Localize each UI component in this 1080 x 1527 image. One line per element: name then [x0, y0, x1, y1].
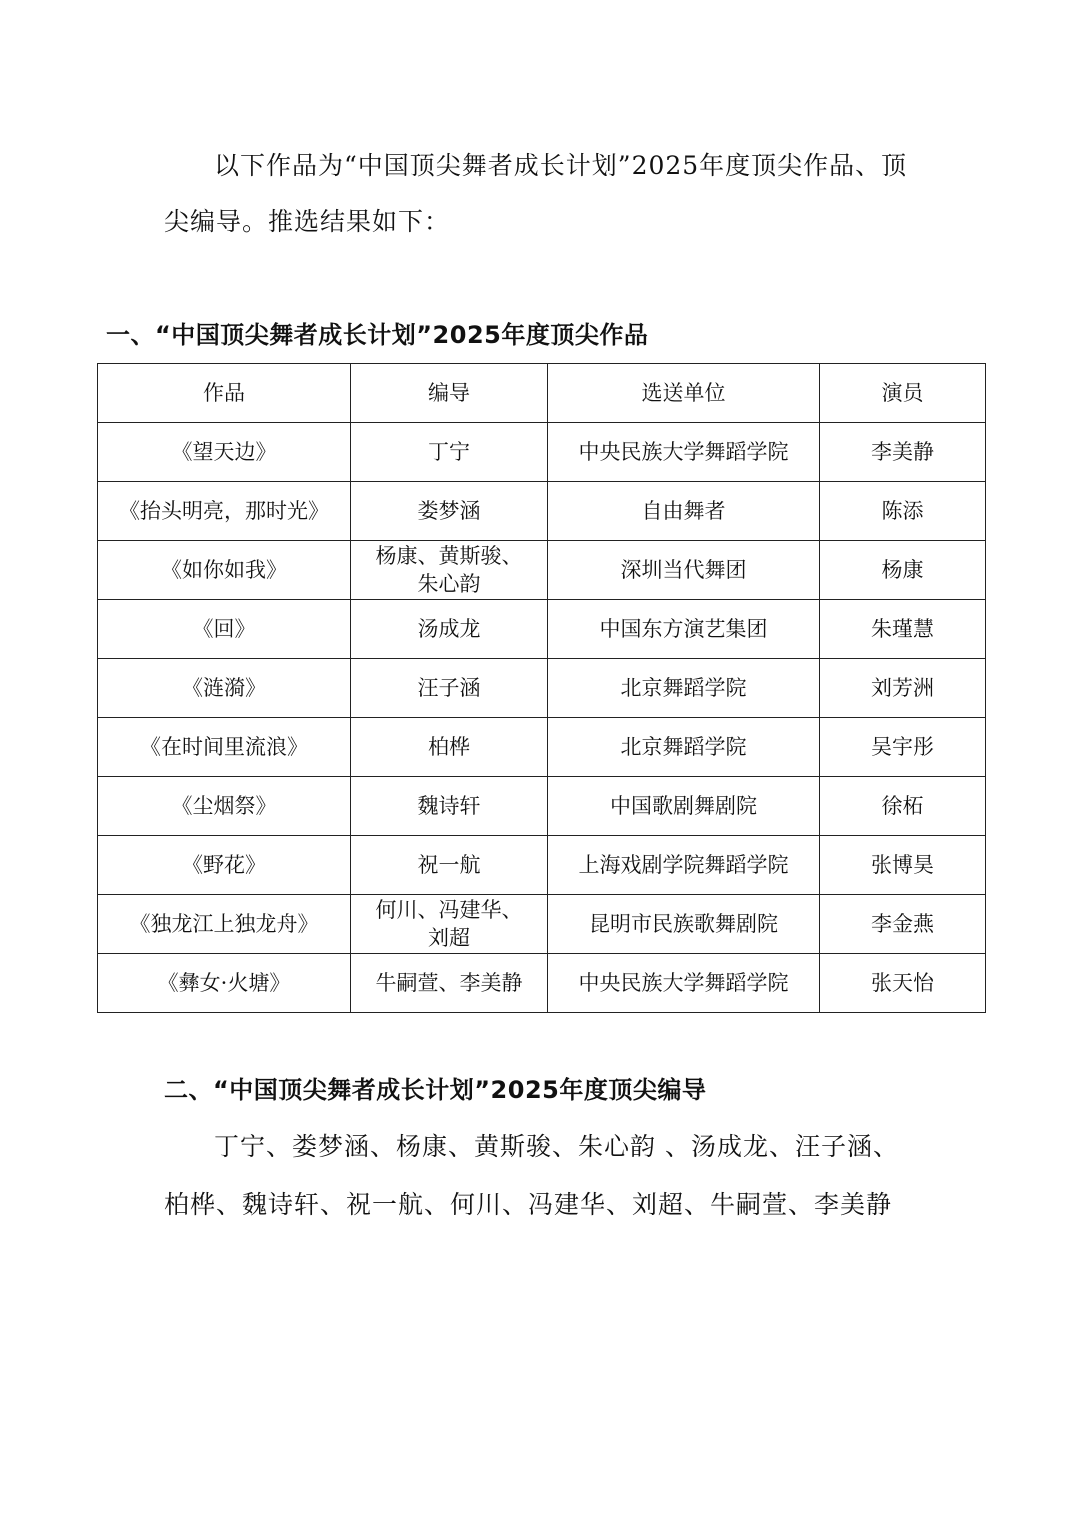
cell-choreographer: 娄梦涵	[351, 482, 548, 541]
cell-work: 《野花》	[98, 836, 351, 895]
cell-work: 《独龙江上独龙舟》	[98, 895, 351, 954]
cell-performer: 吴宇彤	[820, 718, 986, 777]
cell-unit: 中国东方演艺集团	[548, 600, 820, 659]
cell-performer: 陈添	[820, 482, 986, 541]
intro-paragraph: 以下作品为“中国顶尖舞者成长计划”2025年度顶尖作品、顶尖编导。推选结果如下：	[164, 151, 908, 236]
cell-work: 《涟漪》	[98, 659, 351, 718]
cell-work: 《在时间里流浪》	[98, 718, 351, 777]
cell-unit: 深圳当代舞团	[548, 541, 820, 600]
cell-performer: 李金燕	[820, 895, 986, 954]
cell-performer: 张天怡	[820, 954, 986, 1013]
cell-performer: 李美静	[820, 423, 986, 482]
table-row	[98, 541, 986, 600]
table-row	[98, 836, 986, 895]
section-2-title: 二、“中国顶尖舞者成长计划”2025年度顶尖编导	[164, 1076, 707, 1104]
cell-choreographer: 汪子涵	[351, 659, 548, 718]
cell-performer: 张博昊	[820, 836, 986, 895]
table-row	[98, 954, 986, 1013]
cell-work: 《回》	[98, 600, 351, 659]
cell-choreographer: 祝一航	[351, 836, 548, 895]
cell-choreographer: 牛嗣萱、李美静	[351, 954, 548, 1013]
header-unit: 选送单位	[548, 364, 820, 423]
cell-choreographer: 魏诗轩	[351, 777, 548, 836]
cell-unit: 中央民族大学舞蹈学院	[548, 423, 820, 482]
cell-unit: 上海戏剧学院舞蹈学院	[548, 836, 820, 895]
directors-list: 丁宁、娄梦涵、杨康、黄斯骏、朱心韵 、汤成龙、汪子涵、柏桦、魏诗轩、祝一航、何川、冯建华、刘超、牛嗣萱、李美静	[164, 1132, 899, 1219]
table-row	[98, 423, 986, 482]
cell-unit: 自由舞者	[548, 482, 820, 541]
table-row	[98, 659, 986, 718]
table-row	[98, 482, 986, 541]
header-performer: 演员	[820, 364, 986, 423]
cell-work: 《尘烟祭》	[98, 777, 351, 836]
cell-unit: 昆明市民族歌舞剧院	[548, 895, 820, 954]
cell-work: 《如你如我》	[98, 541, 351, 600]
cell-performer: 杨康	[820, 541, 986, 600]
header-work: 作品	[98, 364, 351, 423]
cell-choreographer: 丁宁	[351, 423, 548, 482]
cell-unit: 中国歌剧舞剧院	[548, 777, 820, 836]
cell-work: 《抬头明亮，那时光》	[98, 482, 351, 541]
cell-work: 《彝女·火塘》	[98, 954, 351, 1013]
cell-unit: 北京舞蹈学院	[548, 718, 820, 777]
table-row	[98, 600, 986, 659]
cell-choreographer: 汤成龙	[351, 600, 548, 659]
table-row	[98, 895, 986, 954]
cell-choreographer: 何川、冯建华、刘超	[351, 895, 548, 954]
section-1-title: 一、“中国顶尖舞者成长计划”2025年度顶尖作品	[106, 321, 649, 349]
header-choreographer: 编导	[351, 364, 548, 423]
cell-choreographer: 柏桦	[351, 718, 548, 777]
works-table	[97, 363, 986, 1013]
cell-unit: 中央民族大学舞蹈学院	[548, 954, 820, 1013]
cell-performer: 刘芳洲	[820, 659, 986, 718]
table-row	[98, 718, 986, 777]
cell-choreographer: 杨康、黄斯骏、朱心韵	[351, 541, 548, 600]
table-header-row	[98, 364, 986, 423]
cell-unit: 北京舞蹈学院	[548, 659, 820, 718]
cell-performer: 朱瑾慧	[820, 600, 986, 659]
cell-performer: 徐柘	[820, 777, 986, 836]
cell-work: 《望天边》	[98, 423, 351, 482]
table-row	[98, 777, 986, 836]
